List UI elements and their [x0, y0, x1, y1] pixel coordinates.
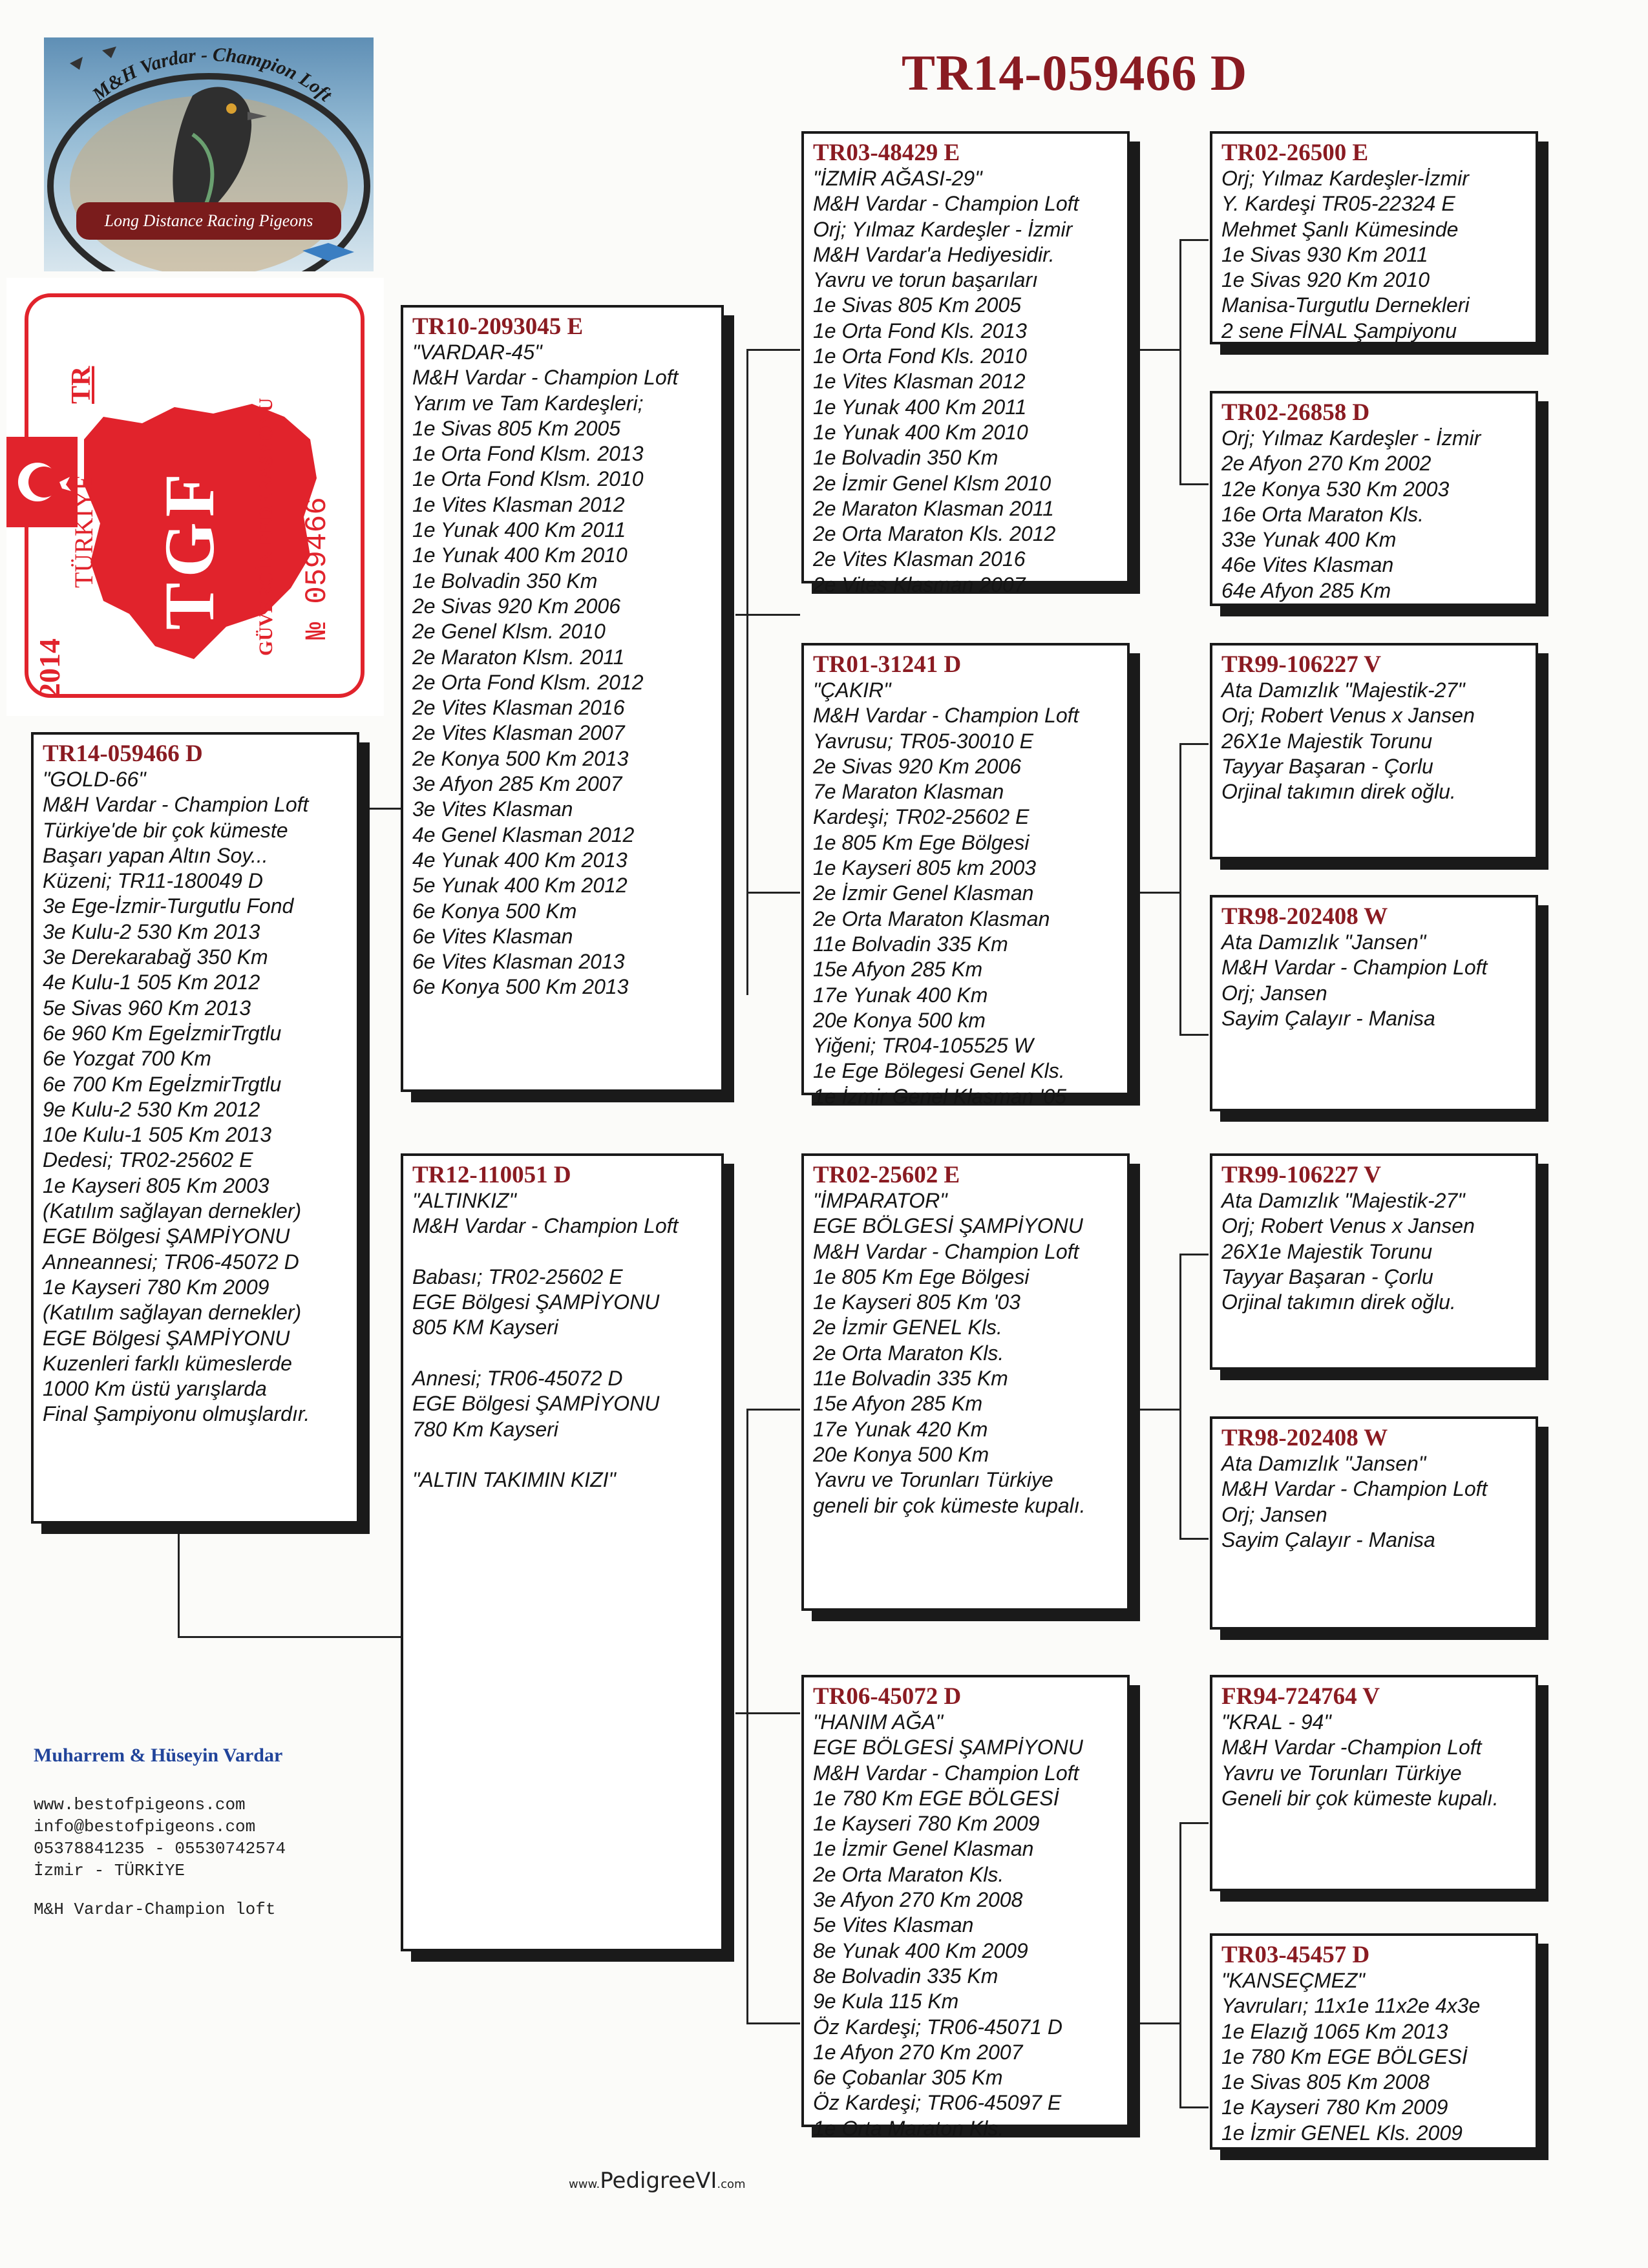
- note-line: 2e Konya 500 Km 2013: [412, 746, 629, 770]
- note-line: 1e İzmir Genel Klasman '05: [813, 1084, 1067, 1108]
- pigeon-box-dam-sire: [801, 1153, 1130, 1611]
- ring-number: TR01-31241 D: [813, 651, 962, 678]
- note-line: 1e Afyon 270 Km 2007: [813, 2040, 1023, 2064]
- note-line: Yarım ve Tam Kardeşleri;: [412, 391, 644, 415]
- pigeon-box-ggp-7: [1210, 1675, 1538, 1891]
- connector: [1137, 1409, 1179, 1411]
- connector: [359, 808, 401, 810]
- note-line: 6e 960 Km EgeİzmirTrgtlu: [43, 1021, 282, 1045]
- connector: [1179, 1538, 1209, 1540]
- note-line: 2e Orta Fond Klsm. 2012: [412, 670, 644, 694]
- note-line: 3e Ege-İzmir-Turgutlu Fond: [43, 894, 294, 918]
- note-line: 2e Vites Klasman 2007: [813, 572, 1026, 596]
- note-line: 1e Bolvadin 350 Km: [412, 569, 598, 593]
- pigeon-notes: [1221, 678, 1527, 804]
- note-line: EGE BÖLGESİ ŞAMPİYONU: [813, 1214, 1083, 1238]
- note-line: Yavru ve Torunları Türkiye: [813, 1468, 1053, 1492]
- note-line: 1e Sivas 920 Km 2010: [1221, 268, 1430, 292]
- ring-number: TR14-059466 D: [43, 740, 203, 767]
- note-line: EGE Bölgesi ŞAMPİYONU: [43, 1326, 290, 1350]
- note-line: 1e Sivas 930 Km 2011: [1221, 242, 1428, 266]
- connector: [1179, 743, 1181, 1034]
- tag-brand: TGF: [150, 468, 229, 630]
- pigeon-notes: [1221, 930, 1527, 1031]
- pigeon-box-sire-sire: [801, 131, 1130, 596]
- note-line: Orjinal takımın direk oğlu.: [1221, 780, 1456, 804]
- note-line: 2e İzmir Genel Klsm 2010: [813, 471, 1051, 495]
- note-line: "ALTIN TAKIMIN KIZI": [412, 1468, 616, 1492]
- note-line: Yavru ve torun başarıları: [813, 268, 1039, 292]
- connector: [1179, 239, 1181, 485]
- note-line: "İZMİR AĞASI-29": [813, 167, 982, 190]
- pigeon-box-ggp-2: [1210, 391, 1538, 606]
- note-line: 6e 700 Km EgeİzmirTrgtlu: [43, 1072, 282, 1096]
- pigeon-notes: [1221, 166, 1527, 344]
- pigeon-notes: [813, 1710, 1118, 2141]
- note-line: "GOLD-66": [43, 768, 146, 791]
- note-line: 4e Yunak 400 Km 2013: [412, 848, 628, 872]
- pigeon-box-sire-dam: [801, 643, 1130, 1108]
- note-line: Öz Kardeşi; TR06-45097 E: [813, 2091, 1062, 2115]
- ring-number: TR06-45072 D: [813, 1683, 962, 1710]
- note-line: 4e Kulu-1 505 Km 2012: [43, 971, 260, 994]
- note-line: Orj; Yılmaz Kardeşler-İzmir: [1221, 167, 1469, 190]
- note-line: Türkiye'de bir çok kümeste: [43, 818, 288, 842]
- note-line: Ata Damızlık "Jansen": [1221, 930, 1426, 954]
- note-line: "VARDAR-45": [412, 341, 542, 364]
- note-line: Geneli bir çok kümeste kupalı.: [1221, 1786, 1499, 1810]
- ring-number: TR03-48429 E: [813, 140, 960, 166]
- tag-federation: GÜVERCİN FEDERASYONU: [255, 397, 277, 656]
- note-line: 1e Kayseri 805 km 2003: [813, 856, 1037, 880]
- note-line: "İMPARATOR": [813, 1189, 947, 1212]
- ring-number: TR98-202408 W: [1221, 1425, 1388, 1451]
- note-line: 1e 805 Km Ege Bölgesi: [813, 830, 1030, 854]
- note-line: 1e Yunak 400 Km 2010: [813, 420, 1028, 444]
- connector: [746, 349, 800, 351]
- note-line: 2e Orta Maraton Kls.: [813, 1862, 1004, 1886]
- ring-number: FR94-724764 V: [1221, 1683, 1380, 1710]
- note-line: M&H Vardar - Champion Loft: [412, 366, 679, 390]
- note-line: 17e Yunak 420 Km: [813, 1417, 988, 1441]
- note-line: Sayim Çalayır - Manisa: [1221, 1528, 1435, 1551]
- note-line: 1e İzmir Genel Klasman: [813, 1837, 1034, 1861]
- note-line: 3e Afyon 285 Km 2007: [412, 772, 622, 796]
- note-line: [412, 1341, 712, 1366]
- note-line: 9e Kula 115 Km: [813, 1990, 959, 2013]
- pigeon-notes: [412, 1188, 712, 1493]
- connector: [1179, 1822, 1209, 1824]
- note-line: Orj; Yılmaz Kardeşler - İzmir: [1221, 426, 1481, 450]
- note-line: 2e Vites Klasman 2016: [813, 547, 1026, 571]
- footer-brand[interactable]: [569, 2168, 746, 2194]
- note-line: 1e Orta Fond Klsm. 2010: [412, 467, 644, 491]
- ring-number: TR02-25602 E: [813, 1162, 960, 1188]
- ring-number: TR98-202408 W: [1221, 903, 1388, 930]
- connector: [735, 614, 800, 616]
- note-line: Öz Kardeşi; TR06-45071 D: [813, 2015, 1062, 2039]
- pigeon-box-sire: [401, 305, 724, 1092]
- note-line: 1e Sivas 805 Km 2008: [1221, 2070, 1430, 2094]
- note-line: 10e Kulu-1 505 Km 2013: [43, 1123, 272, 1147]
- ring-number: TR03-45457 D: [1221, 1942, 1370, 1968]
- note-line: M&H Vardar -Champion Loft: [1221, 1736, 1482, 1759]
- ring-number: TR12-110051 D: [412, 1162, 571, 1188]
- connector: [1179, 483, 1209, 485]
- connector: [1179, 1254, 1181, 1538]
- page-title: TR14-059466 D: [902, 45, 1248, 101]
- note-line: 20e Konya 500 km: [813, 1008, 986, 1032]
- connector: [178, 1636, 401, 1638]
- note-line: "HANIM AĞA": [813, 1710, 944, 1734]
- note-line: Babası; TR02-25602 E: [412, 1265, 623, 1288]
- note-line: Tayyar Başaran - Çorlu: [1221, 754, 1433, 778]
- pigeon-notes: [813, 1188, 1118, 1518]
- note-line: 2e İzmir Genel Klasman: [813, 881, 1034, 905]
- pigeon-box-ggp-5: [1210, 1153, 1538, 1370]
- ring-tag: [6, 278, 384, 716]
- pigeon-notes: [813, 166, 1118, 598]
- contact-location: İzmir - TÜRKİYE: [34, 1861, 185, 1880]
- pigeon-notes: [813, 678, 1118, 1109]
- note-line: 2e Sivas 920 Km 2006: [412, 594, 620, 618]
- note-line: Manisa-Turgutlu Dernekleri: [1221, 293, 1470, 317]
- logo-loft-name: M&H Vardar - Champion Loft: [88, 44, 337, 106]
- note-line: EGE Bölgesi ŞAMPİYONU: [43, 1224, 290, 1248]
- pigeon-notes: [412, 340, 712, 1000]
- note-line: 1e Orta Fond Kls. 2013: [813, 319, 1027, 342]
- contact-email[interactable]: info@bestofpigeons.com: [34, 1817, 256, 1836]
- note-line: 3e Derekarabağ 350 Km: [43, 945, 268, 969]
- note-line: 805 KM Kayseri: [412, 1316, 558, 1339]
- logo-tagline: Long Distance Racing Pigeons: [104, 211, 313, 230]
- note-line: Kardeşi; TR02-25602 E: [813, 805, 1030, 829]
- connector: [746, 349, 748, 995]
- connector: [746, 2022, 800, 2024]
- note-line: M&H Vardar - Champion Loft: [813, 1761, 1079, 1785]
- note-line: 2e Vites Klasman 2007: [412, 721, 625, 745]
- note-line: 2e Vites Klasman 2016: [412, 696, 625, 720]
- note-line: [412, 1442, 712, 1467]
- note-line: Orj; Jansen: [1221, 981, 1327, 1005]
- note-line: 12e Konya 530 Km 2003: [1221, 477, 1450, 501]
- note-line: (Katılım sağlayan dernekler): [43, 1301, 302, 1325]
- note-line: 5e Yunak 400 Km 2012: [412, 874, 628, 898]
- note-line: Mehmet Şanlı Kümesinde: [1221, 217, 1459, 241]
- note-line: 2e Orta Maraton Klasman: [813, 907, 1050, 930]
- note-line: 3e Afyon 270 Km 2008: [813, 1888, 1023, 1912]
- note-line: 4e Genel Klasman 2012: [412, 823, 635, 846]
- note-line: 1e 805 Km Ege Bölgesi: [813, 1265, 1030, 1288]
- note-line: 1e Sivas 805 Km 2005: [412, 416, 620, 440]
- ring-number: TR02-26500 E: [1221, 140, 1369, 166]
- footer-name: PedigreeVI: [600, 2168, 717, 2194]
- note-line: "KANSEÇMEZ": [1221, 1969, 1365, 1992]
- note-line: 5e Vites Klasman: [813, 1913, 974, 1937]
- note-line: 1e Yunak 400 Km 2010: [412, 543, 628, 567]
- note-line: 1e Orta Fond Klsm. 2013: [412, 442, 644, 466]
- note-line: 1e Vites Klasman 2012: [813, 370, 1026, 394]
- pigeon-logo-icon: [44, 37, 374, 271]
- note-line: M&H Vardar - Champion Loft: [813, 192, 1079, 216]
- pigeon-notes: [1221, 1188, 1527, 1315]
- note-line: Final Şampiyonu olmuşlardır.: [43, 1402, 310, 1426]
- note-line: 2e İzmir GENEL Kls.: [813, 1316, 1002, 1339]
- note-line: 15e Afyon 285 Km: [813, 1392, 983, 1416]
- loft-logo: [44, 37, 374, 271]
- note-line: Ata Damızlık "Majestik-27": [1221, 678, 1465, 702]
- note-line: 11e Bolvadin 335 Km: [813, 1367, 1008, 1391]
- note-line: M&H Vardar - Champion Loft: [43, 793, 309, 817]
- connector: [1179, 1034, 1209, 1036]
- note-line: (Katılım sağlayan dernekler): [43, 1199, 302, 1223]
- note-line: Başarı yapan Altın Soy...: [43, 843, 268, 867]
- connector: [1179, 1254, 1209, 1255]
- note-line: "KRAL - 94": [1221, 1710, 1331, 1734]
- note-line: Yiğeni; TR04-105525 W: [813, 1034, 1033, 1058]
- note-line: Tayyar Başaran - Çorlu: [1221, 1265, 1433, 1288]
- note-line: Ata Damızlık "Jansen": [1221, 1452, 1426, 1475]
- connector: [746, 1409, 800, 1411]
- note-line: M&H Vardar - Champion Loft: [813, 704, 1079, 728]
- pigeon-box-dam: [401, 1153, 724, 1951]
- tag-country: TÜRKİYE: [69, 474, 98, 588]
- pigeon-box-ggp-4: [1210, 895, 1538, 1111]
- tag-code: TR: [67, 366, 96, 404]
- note-line: 9e Kulu-2 530 Km 2012: [43, 1097, 260, 1121]
- pigeon-notes: [1221, 1968, 1527, 2146]
- note-line: Orj; Jansen: [1221, 1502, 1327, 1526]
- note-line: Annesi; TR06-45072 D: [412, 1367, 623, 1391]
- note-line: 2e Orta Maraton Kls.: [813, 1341, 1004, 1365]
- note-line: 11e Bolvadin 335 Km: [813, 932, 1008, 956]
- tag-year: 2014: [33, 638, 66, 698]
- note-line: 1e Orta Fond Kls. 2010: [813, 344, 1027, 368]
- note-line: M&H Vardar - Champion Loft: [1221, 956, 1488, 980]
- note-line: 46e Vites Klasman: [1221, 553, 1394, 577]
- contact-block: [34, 1745, 396, 1919]
- note-line: M&H Vardar - Champion Loft: [813, 1239, 1079, 1263]
- connector: [1179, 1822, 1181, 2106]
- pigeon-box-dam-dam: [801, 1675, 1130, 2140]
- note-line: Dedesi; TR02-25602 E: [43, 1148, 253, 1172]
- note-line: 8e Bolvadin 335 Km: [813, 1964, 998, 1988]
- note-line: 8e Yunak 400 Km 2009: [813, 1938, 1028, 1962]
- note-line: Kuzenleri farklı kümeslerde: [43, 1351, 292, 1375]
- note-line: M&H Vardar'a Hediyesidir.: [813, 242, 1055, 266]
- note-line: 1000 Km üstü yarışlarda: [43, 1377, 267, 1401]
- note-line: 1e 780 Km EGE BÖLGESİ: [813, 1786, 1059, 1810]
- contact-loft: M&H Vardar-Champion loft: [34, 1900, 276, 1919]
- note-line: 1e Ege Bölegesi Genel Kls.: [813, 1059, 1065, 1083]
- note-line: 17e Yunak 400 Km: [813, 983, 988, 1007]
- note-line: 6e Çobanlar 305 Km: [813, 2066, 1003, 2090]
- note-line: 1e Bolvadin 350 Km: [813, 446, 998, 470]
- note-line: M&H Vardar - Champion Loft: [412, 1214, 679, 1238]
- note-line: 26X1e Majestik Torunu: [1221, 729, 1433, 753]
- contact-phone: 05378841235 - 05530742574: [34, 1839, 286, 1858]
- footer-prefix: www.: [569, 2178, 600, 2191]
- note-line: "ÇAKIR": [813, 678, 891, 702]
- footer-suffix: .com: [717, 2178, 746, 2191]
- connector: [735, 1712, 800, 1714]
- note-line: Yavru ve Torunları Türkiye: [1221, 1761, 1462, 1785]
- ring-number: TR99-106227 V: [1221, 1162, 1382, 1188]
- connector: [178, 1528, 180, 1638]
- note-line: Sayim Çalayır - Manisa: [1221, 1006, 1435, 1030]
- note-line: 33e Yunak 400 Km: [1221, 528, 1397, 552]
- connector: [1137, 2022, 1179, 2024]
- note-line: 1e Elazığ 1065 Km 2013: [1221, 2019, 1448, 2043]
- note-line: Yavruları; 11x1e 11x2e 4x3e: [1221, 1994, 1481, 2018]
- connector: [1179, 743, 1209, 745]
- contact-website[interactable]: www.bestofpigeons.com: [34, 1795, 246, 1814]
- connector: [1137, 349, 1179, 351]
- note-line: 1e Kayseri 780 Km 2009: [43, 1275, 269, 1299]
- note-line: 16e Orta Maraton Kls.: [1221, 502, 1424, 526]
- note-line: 64e Afyon 285 Km: [1221, 578, 1391, 602]
- pigeon-notes: [1221, 1451, 1527, 1553]
- connector: [746, 892, 800, 894]
- note-line: 1e Kayseri 780 Km 2009: [1221, 2095, 1448, 2119]
- ring-number: TR02-26858 D: [1221, 399, 1370, 426]
- pigeon-box-ggp-8: [1210, 1933, 1538, 2150]
- note-line: 6e Vites Klasman: [412, 924, 573, 948]
- pigeon-notes: [1221, 1710, 1527, 1811]
- note-line: 2e Genel Klsm. 2010: [412, 620, 606, 644]
- note-line: M&H Vardar - Champion Loft: [1221, 1477, 1488, 1501]
- connector: [1179, 2106, 1209, 2108]
- note-line: 1e Vites Klasman 2012: [412, 492, 625, 516]
- owner-name: Muharrem & Hüseyin Vardar: [34, 1745, 283, 1766]
- connector: [1137, 892, 1179, 894]
- note-line: 780 Km Kayseri: [412, 1417, 558, 1441]
- connector: [1179, 239, 1209, 241]
- note-line: Yavrusu; TR05-30010 E: [813, 729, 1033, 753]
- connector: [746, 1409, 748, 2022]
- note-line: 1e Sivas 805 Km 2005: [813, 293, 1021, 317]
- note-line: 2e Maraton Klsm. 2011: [412, 645, 625, 669]
- note-line: Anneannesi; TR06-45072 D: [43, 1250, 299, 1274]
- note-line: Orjinal takımın direk oğlu.: [1221, 1290, 1456, 1314]
- note-line: 1e Yunak 400 Km 2011: [412, 518, 626, 542]
- pigeon-box-ggp-3: [1210, 643, 1538, 859]
- note-line: 1e 780 Km EGE BÖLGESİ: [1221, 2044, 1468, 2068]
- note-line: Y. Kardeşi TR05-22324 E: [1221, 192, 1455, 216]
- note-line: 20e Konya 500 Km: [813, 1442, 989, 1466]
- note-line: EGE Bölgesi ŞAMPİYONU: [412, 1290, 660, 1314]
- note-line: Orj; Robert Venus x Jansen: [1221, 704, 1475, 728]
- note-line: 1e Kayseri 780 Km 2009: [813, 1812, 1040, 1836]
- note-line: 7e Maraton Klasman: [813, 780, 1004, 804]
- pigeon-box-ggp-6: [1210, 1416, 1538, 1630]
- pigeon-notes: [1221, 426, 1527, 604]
- note-line: EGE BÖLGESİ ŞAMPİYONU: [813, 1736, 1083, 1759]
- note-line: "ALTINKIZ": [412, 1189, 516, 1212]
- note-line: 1e Yunak 400 Km 2011: [813, 395, 1027, 419]
- note-line: 1e Orta Maraton Kls.: [813, 2116, 1004, 2140]
- note-line: 6e Konya 500 Km: [412, 899, 577, 923]
- note-line: 2e Maraton Klasman 2011: [813, 496, 1054, 520]
- note-line: 2 sene FİNAL Şampiyonu: [1221, 319, 1457, 342]
- note-line: EGE Bölgesi ŞAMPİYONU: [412, 1392, 660, 1416]
- pigeon-box-self: [31, 732, 359, 1524]
- ring-number: TR99-106227 V: [1221, 651, 1382, 678]
- note-line: 2e Orta Maraton Kls. 2012: [813, 522, 1056, 546]
- note-line: Orj; Robert Venus x Jansen: [1221, 1214, 1475, 1238]
- note-line: 26X1e Majestik Torunu: [1221, 1239, 1433, 1263]
- note-line: 3e Vites Klasman: [412, 797, 573, 821]
- note-line: 6e Konya 500 Km 2013: [412, 975, 629, 999]
- note-line: 5e Sivas 960 Km 2013: [43, 996, 251, 1020]
- note-line: 1e Kayseri 805 Km '03: [813, 1290, 1020, 1314]
- note-line: 2e Sivas 920 Km 2006: [813, 754, 1021, 778]
- note-line: Ata Damızlık "Majestik-27": [1221, 1189, 1465, 1212]
- note-line: geneli bir çok kümeste kupalı.: [813, 1493, 1086, 1517]
- note-line: Küzeni; TR11-180049 D: [43, 869, 263, 893]
- tag-number: № 059466: [301, 497, 334, 640]
- note-line: 1e İzmir GENEL Kls. 2009: [1221, 2121, 1463, 2145]
- pigeon-box-ggp-1: [1210, 131, 1538, 344]
- note-line: 6e Vites Klasman 2013: [412, 950, 625, 974]
- note-line: 6e Yozgat 700 Km: [43, 1047, 211, 1071]
- note-line: 1e Kayseri 805 Km 2003: [43, 1173, 269, 1197]
- note-line: [412, 1239, 712, 1265]
- contact-lines: [34, 1794, 396, 1882]
- ring-number: TR10-2093045 E: [412, 313, 584, 340]
- note-line: Orj; Yılmaz Kardeşler - İzmir: [813, 217, 1073, 241]
- note-line: 2e Afyon 270 Km 2002: [1221, 452, 1431, 476]
- note-line: 15e Afyon 285 Km: [813, 958, 983, 982]
- note-line: 3e Kulu-2 530 Km 2013: [43, 919, 260, 943]
- pigeon-notes: [43, 767, 348, 1427]
